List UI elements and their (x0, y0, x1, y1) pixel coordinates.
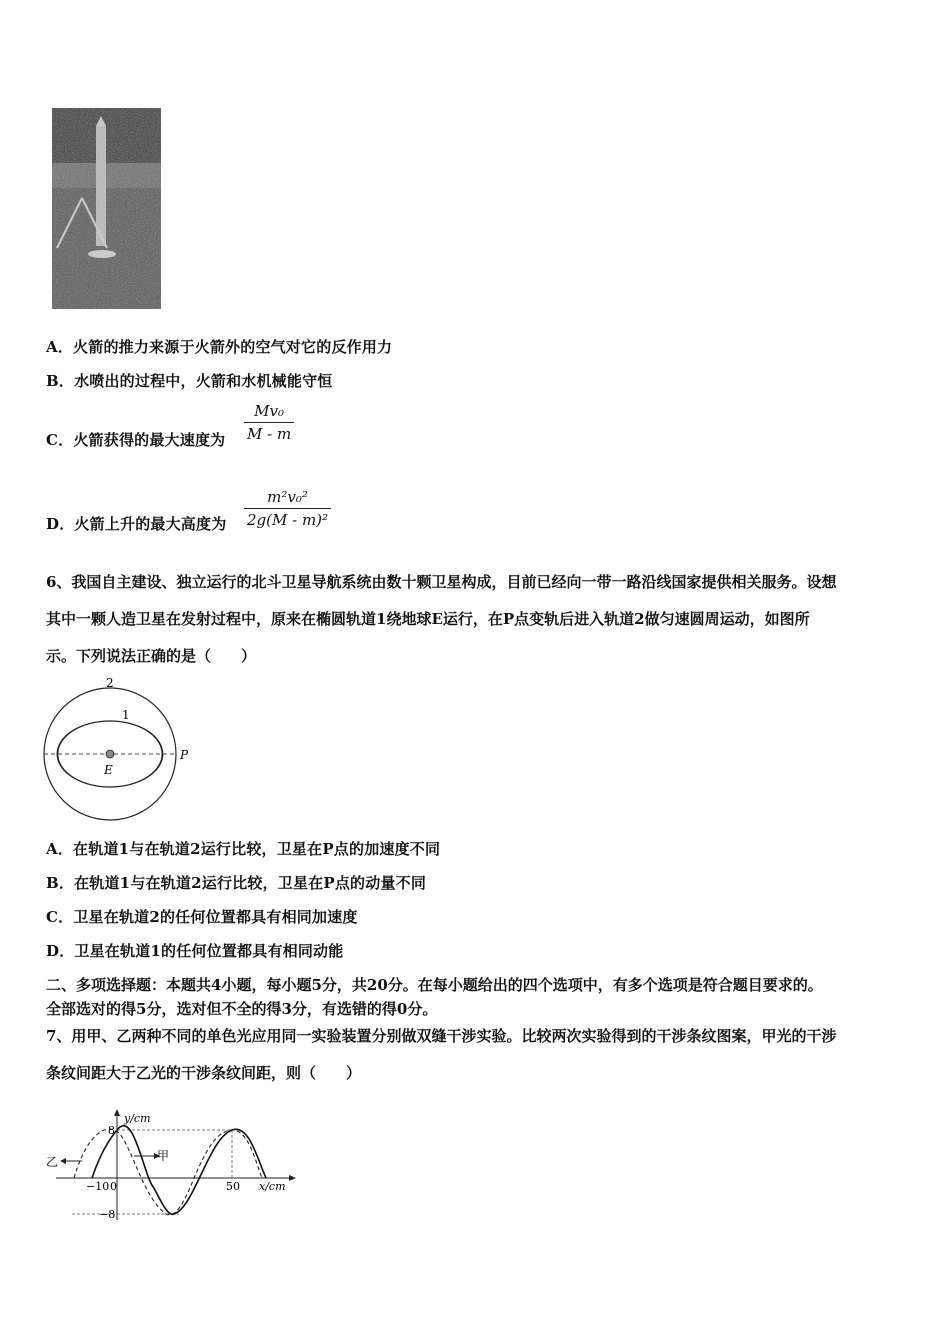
section-2-line-2: 全部选对的得5分，选对但不全的得3分，有选错的得0分。 (46, 1000, 438, 1018)
q6-option-b: B．在轨道1与在轨道2运行比较，卫星在P点的动量不同 (46, 874, 427, 892)
tick-0: 0 (110, 1180, 117, 1193)
fraction-denominator: M - m (247, 425, 292, 443)
q6-stem (46, 564, 911, 675)
orbit-2-label: 2 (106, 676, 114, 690)
label-jia: 甲 (157, 1149, 170, 1163)
q5-option-c-fraction (244, 402, 294, 443)
rocket-photo (52, 108, 161, 309)
tick-neg8: −8 (99, 1208, 116, 1221)
q6-option-c: C．卫星在轨道2的任何位置都具有相同加速度 (46, 908, 358, 926)
q6-option-d: D．卫星在轨道1的任何位置都具有相同动能 (46, 942, 344, 960)
q6-stem-line-3: 示。下列说法正确的是（ ） (46, 647, 257, 665)
y-axis-label: y/cm (124, 1112, 151, 1125)
q5-option-a: A．火箭的推力来源于火箭外的空气对它的反作用力 (46, 338, 393, 356)
section-2-line-1: 二、多项选择题：本题共4小题，每小题5分，共20分。在每小题给出的四个选项中，有多个选项是符合题目要求的。 (46, 976, 823, 994)
q7-stem (46, 1018, 911, 1092)
section-2-heading (46, 973, 911, 1021)
fraction-denominator: 2g(M - m)² (247, 511, 329, 529)
label-yi: 乙 (46, 1155, 59, 1169)
q7-stem-line-2: 条纹间距大于乙光的干涉条纹间距，则（ ） (46, 1064, 362, 1082)
q5-option-b: B．水喷出的过程中，火箭和水机械能守恒 (46, 372, 333, 390)
q6-stem-line-2: 其中一颗人造卫星在发射过程中，原来在椭圆轨道1绕地球E运行，在P点变轨后进入轨道2做匀速圆周运动，如图所 (46, 610, 810, 628)
q5-option-c: C．火箭获得的最大速度为 (46, 431, 226, 449)
q6-option-a: A．在轨道1与在轨道2运行比较，卫星在P点的加速度不同 (46, 840, 441, 858)
tick-8: 8 (108, 1124, 115, 1137)
earth-label: E (104, 763, 113, 777)
q6-stem-line-1: 6、我国自主建设、独立运行的北斗卫星导航系统由数十颗卫星构成，目前已经向一带一路沿线国家提供相关服务。设想 (46, 573, 837, 591)
fraction-numerator: Mv₀ (254, 402, 285, 420)
earth-dot (106, 750, 114, 758)
wave-figure (44, 1108, 304, 1232)
wave-yi (74, 1129, 262, 1214)
orbit-1-label: 1 (122, 708, 130, 722)
tick-neg10: −10 (86, 1180, 110, 1193)
point-p-label: P (180, 748, 189, 762)
wave-jia (92, 1126, 266, 1215)
tick-50: 50 (226, 1180, 240, 1193)
q5-option-d-fraction (244, 488, 331, 529)
orbit-diagram (40, 674, 200, 828)
yi-arrow-icon (60, 1158, 66, 1164)
fraction-numerator: m²v₀² (267, 488, 308, 506)
q7-stem-line-1: 7、用甲、乙两种不同的单色光应用同一实验装置分别做双缝干涉实验。比较两次实验得到的干涉条纹图案，甲光的干涉 (46, 1027, 837, 1045)
x-axis-label: x/cm (259, 1180, 286, 1193)
q5-option-d: D．火箭上升的最大高度为 (46, 515, 227, 533)
